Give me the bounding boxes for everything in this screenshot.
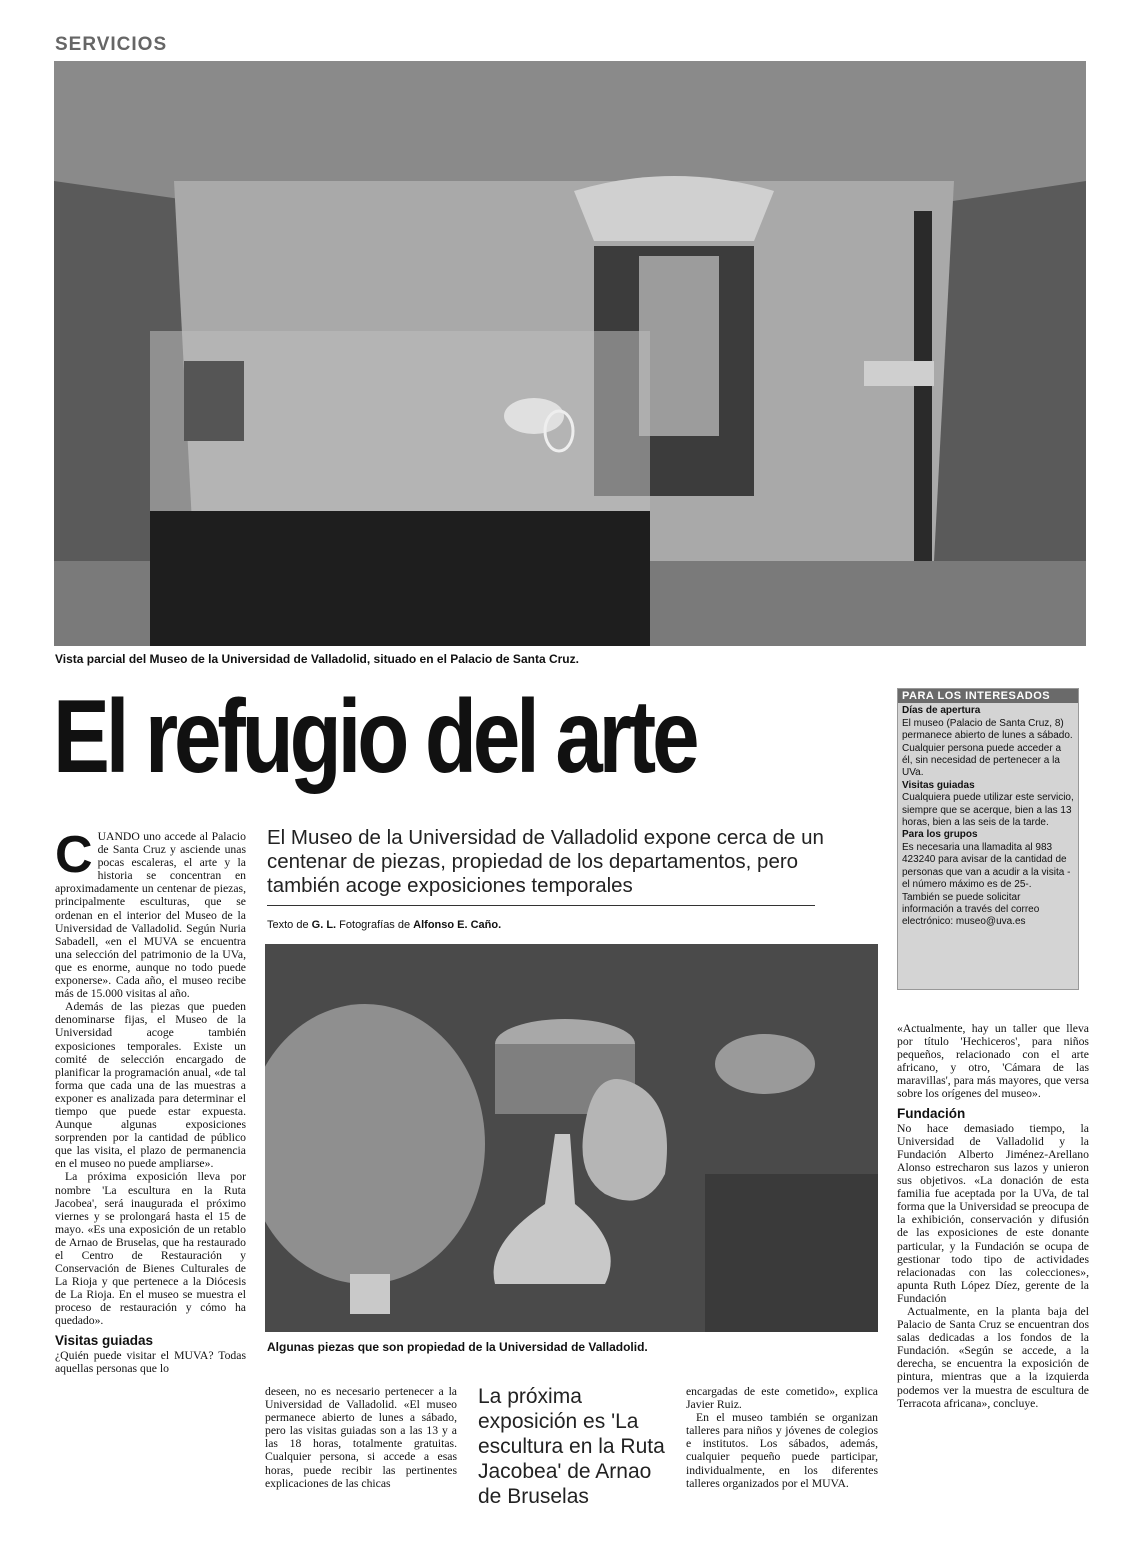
- article-column-2: [265, 1385, 457, 1490]
- byline-photo-label: Fotografías de: [339, 919, 411, 931]
- sidebar-text-tours: Cualquiera puede utilizar este servicio, siempre que se acerque, bien a las 13 horas, bien a las seis de la tarde.: [902, 792, 1074, 829]
- headline: El refugio del arte: [53, 679, 696, 795]
- col1-paragraph-3: La próxima exposición lleva por nombre 'La escultura en la Ruta Jacobea', será inaugurada el próximo viernes y se prolongará hasta el 15 de mayo. «Es una exposición de un retablo de Arnao de Bruselas, que ha restaurado el Centro de Restauración y Conservación de Bienes Culturales de La Rioja y que pertenece a la Diócesis de La Rioja. En el museo se muestra el proceso de restauración y cómo ha quedado».: [55, 1170, 246, 1328]
- col2-paragraph-1: deseen, no es necesario pertenecer a la Universidad de Valladolid. «El museo permanece abierto de lunes a sábado, pero las visitas guiadas son a las 13 y a las 18 horas, totalmente gratuitas. Cualquier persona, si accede a esas horas, puede recibir las pertinentes explicaciones de las chicas: [265, 1385, 457, 1490]
- subsection-visitas: Visitas guiadas: [55, 1332, 154, 1348]
- col1-paragraph-1: UANDO uno accede al Palacio de Santa Cruz y asciende unas pocas escaleras, el arte y la historia se concentran en aproximadamente un centenar de piezas, principalmente esculturas, que se ordenan en el interior del Museo de la Universidad de Valladolid. Según Nuria Sabadell, «en el MUVA se encuentra una selección del patrimonio de la UVa, que es enorme, aunque no todo puede exponerse». Cada año, el museo recibe más de 15.000 visitas al año.: [55, 830, 246, 1001]
- byline: [267, 919, 501, 931]
- col3-paragraph-2: En el museo también se organizan talleres para niños y jóvenes de colegios e institutos. Los sábados, además, cualquier pequeño puede participar, individualmente, en los diferentes talleres organizados por el MUVA.: [686, 1411, 878, 1490]
- sidebar-text-groups: Es necesaria una llamadita al 983 423240 para avisar de la cantidad de personas que van a acudir a la visita -el número máximo es de 25-.: [902, 841, 1071, 891]
- col4-paragraph-1: «Actualmente, hay un taller que lleva por título 'Hechiceros', para niños pequeños, relacionado con el arte africano, y otro, 'Cámara de las maravillas', para más mayores, que versa sobre los orígenes del museo».: [897, 1022, 1089, 1101]
- info-sidebar: [897, 688, 1079, 990]
- col4-paragraph-3: Actualmente, en la planta baja del Palacio de Santa Cruz se encuentran dos salas dedicadas a los fondos de la Fundación. «Según se accede, a la derecha, se encuentra la exposición de pintura, mientras que a la izquierda podemos ver la muestra de escultura de Terracota africana», concluye.: [897, 1304, 1089, 1410]
- photo2-caption: Algunas piezas que son propiedad de la Universidad de Valladolid.: [267, 1340, 648, 1354]
- article-column-4: [897, 1022, 1089, 1410]
- sidebar-title: PARA LOS INTERESADOS: [898, 689, 1078, 703]
- pull-quote: La próxima exposición es 'La escultura en la Ruta Jacobea' de Arnao de Bruselas: [478, 1385, 665, 1508]
- col3-paragraph-1: encargadas de este cometido», explica Javier Ruiz.: [686, 1385, 878, 1412]
- byline-text-author: G. L.: [311, 919, 337, 931]
- article-column-3: [686, 1385, 878, 1490]
- col1-paragraph-4: ¿Quién puede visitar el MUVA? Todas aquellas personas que lo: [55, 1348, 246, 1375]
- col1-paragraph-2: Además de las piezas que pueden denominarse fijas, el Museo de la Universidad acoge también exposiciones temporales. Existe un comité de selección encargado de planificar la programación anual, «de tal forma que cada una de las muestras a exponer es analizada para determinar el tiempo que puede estar expuesta. Aunque algunas exposiciones sorprenden por la cantidad de público que las visita, el plazo de permanencia en el museo no puede ampliarse».: [55, 1000, 246, 1171]
- article-column-1: [55, 826, 246, 1375]
- sidebar-heading-tours: Visitas guiadas: [902, 779, 975, 791]
- sidebar-text-email: También se puede solicitar información a través del correo electrónico: museo@uva.es: [902, 891, 1040, 928]
- subheadline: El Museo de la Universidad de Valladolid expone cerca de un centenar de piezas, propiedad de los departamentos, pero también acoge exposiciones temporales: [267, 826, 824, 897]
- dropcap: C: [55, 826, 93, 884]
- sidebar-text-hours: El museo (Palacio de Santa Cruz, 8) permanece abierto de lunes a sábado. Cualquier persona puede acceder a él, sin necesidad de pertenecer a la UVa.: [902, 717, 1073, 779]
- museum-interior-photo: [54, 61, 1086, 646]
- section-label: SERVICIOS: [55, 34, 168, 55]
- sidebar-heading-groups: Para los grupos: [902, 829, 978, 841]
- subsection-fundacion: Fundación: [897, 1105, 966, 1121]
- subhead-rule: [267, 905, 815, 906]
- byline-photo-author: Alfonso E. Caño.: [413, 919, 502, 931]
- ceramics-photo: [265, 944, 878, 1332]
- sidebar-heading-hours: Días de apertura: [902, 705, 981, 717]
- byline-text-label: Texto de: [267, 919, 309, 931]
- col4-paragraph-2: No hace demasiado tiempo, la Universidad de Valladolid y la Fundación Alberto Jiménez-Arellano Alonso estrecharon sus lazos y unieron sus objetivos. «La donación de esta familia fue aceptada por la UVa, de tal forma que la Universidad se preocupa de la exhibición, conservación y difusión de las exposiciones de este donante particular, y la Fundación se ocupa de gestionar todo tipo de actividades relacionadas con las colecciones», apunta Ruth López Díez, gerente de la Fundación: [897, 1121, 1089, 1305]
- photo1-caption: Vista parcial del Museo de la Universidad de Valladolid, situado en el Palacio de Santa Cruz.: [55, 652, 579, 666]
